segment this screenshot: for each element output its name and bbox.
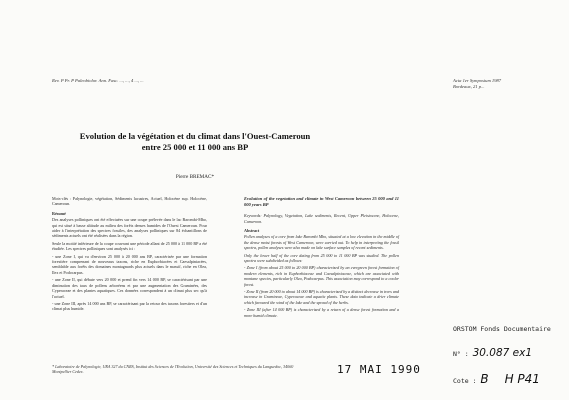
english-column — [244, 196, 399, 320]
archive-number-label: N° : — [453, 350, 469, 358]
affiliation-footnote: * Laboratoire de Palynologie, URA 327 du CNRS, Institut des Sciences de l'Evolution, Université des Sciences et Techniques du Languedoc, 34060 Montpellier Cedex. — [52, 364, 294, 375]
archive-handwritten-code: H P41 — [504, 372, 540, 386]
english-keywords: Keywords: Palynology, Vegetation, Lake sediments, Recent, Upper Pleistocene, Holocene, Cameroon. — [244, 213, 399, 224]
english-paragraph: - Zone II (from 20 000 to about 14 000 BP) is characterized by a distinct decrease in trees and increase in Gramineae, Cyperaceae and aquatic plants. These data indicate a drier climate which favoured the wind of the lake and the spread of the herbs. — [244, 289, 399, 305]
french-column — [52, 196, 207, 314]
article-title — [70, 131, 320, 153]
proceedings-reference — [453, 78, 501, 90]
french-abstract-heading: Résumé — [52, 210, 66, 216]
article-title-line-1: Evolution de la végétation et du climat dans l'Ouest-Cameroun — [79, 131, 311, 141]
english-abstract-heading: Abstract — [244, 228, 260, 233]
proceedings-line-2: Bordeaux, 21 p... — [453, 84, 485, 89]
english-paragraph: Pollen analyses of a core from lake Barombi Mbo, situated at a low elevation in the middle of the dense moist forests of West Cameroon, were carried out. To help in interpreting the fossil spectra, pollen analyses were also made on lake surface samples of recent sediments. — [244, 234, 399, 251]
archive-number-value: 30.087 ex1 — [472, 347, 533, 359]
journal-reference: Rev. P Pr. P Paleobiolor. Ann. Fasc. ..., ..., 4 ..., ... — [52, 78, 144, 83]
french-paragraph: - une Zone II, qui débute vers 20 000 et prend fin vers 14 000 BP, se caractérisant par une diminution des taux de pollens arboréens et par une augmentation des Graminées, des Cyperaceae et des plantes aquatiques. Ces données correspondent à un climat plus sec qu'à l'actuel. — [52, 277, 207, 299]
article-title-line-2: entre 25 000 et 11 000 ans BP — [141, 142, 249, 152]
french-paragraph: - une Zone III, après 14 000 ans BP, se caractérisant par la retour des taxons forestiers et d'un climat plus humide. — [52, 300, 207, 312]
english-title: Evolution of the vegetation and climate in West Cameroon between 25 000 and 11 000 years BP — [244, 196, 399, 207]
french-paragraph: - une Zone I, qui va d'environ 25 000 à 20 000 ans BP, caractérisée par une formation forestière comprenant de nouveaux taxons, riche en Euphorbiacées et Caesalpiniacées, semblable aux forêts des domaines montagnards plus actuels dans le massif, riche en Olea, Ilex et Podocarpus. — [52, 253, 207, 275]
archive-cote-label: Cote : — [453, 377, 477, 385]
proceedings-line-1: Acta 1er Symposium 1987 — [453, 78, 502, 83]
archive-cote-value: B — [480, 372, 489, 386]
author-name: Pierre BREMAC* — [175, 174, 215, 180]
archive-fonds-label: ORSTOM Fonds Documentaire — [453, 325, 551, 333]
english-paragraph: - Zone III (after 14 000 BP) is characterized by a return of a dense forest formation and a more humid climate. — [244, 307, 399, 318]
english-paragraph: - Zone I (from about 25 000 to 20 000 BP) characterized by an evergreen forest formation of modern elements, rich in Euphorbiaceae and Caesalpiniaceae, which are associated with montane species, particularly Olea, Podocarpus. This association may correspond to a cooler forest. — [244, 265, 399, 287]
archive-stamp — [453, 324, 551, 334]
english-paragraph: Only the lower half of the core dating from 25 000 to 11 000 BP was studied. The pollen spectra were subdivided as follows: — [244, 252, 399, 264]
date-stamp: 17 MAI 1990 — [337, 363, 421, 376]
archive-number-row — [453, 347, 532, 359]
french-paragraph: Des analyses polliniques ont été effectuées sur une coupe prélevée dans le lac Barombi-Mbo, qui est situé à basse altitude au milieu des forêts denses humides de l'Ouest Cameroun. Pour aider à l'interprétation des spectres fossiles, des analyses polliniques sur 84 échantillons de sédiments actuels ont été réalisées dans la région. — [52, 217, 207, 239]
french-keywords: Mots-clés : Palynologie, végétation, Sédiments lacustres, Actuel, Holocène sup. Holocène, Cameroun. — [52, 196, 207, 207]
french-paragraph: Seule la moitié inférieure de la coupe couvrant une période allant de 25 000 à 11 000 BP a été étudiée. Les spectres polliniques sont analysés ici : — [52, 240, 207, 252]
archive-cote-row — [453, 372, 540, 386]
